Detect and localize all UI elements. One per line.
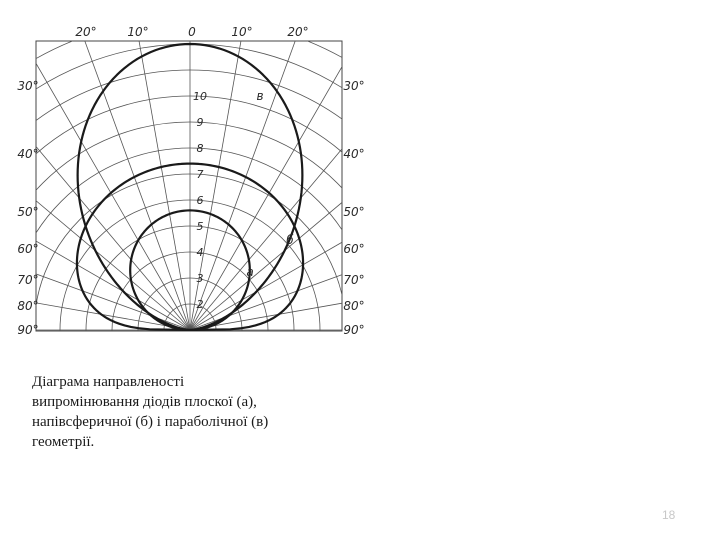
right-angle-label: 90°: [343, 323, 365, 337]
left-angle-label: 50°: [17, 205, 39, 219]
left-angle-label: 80°: [17, 299, 39, 313]
top-angle-label: 10°: [127, 25, 149, 39]
grid-spoke: [14, 18, 190, 330]
grid-spoke: [14, 125, 190, 330]
radial-scale-label: 9: [196, 116, 204, 129]
radial-scale-label: 4: [196, 246, 204, 259]
page-number: 18: [662, 508, 676, 522]
caption-line: випромінювання діодів плоскої (а),: [32, 394, 257, 410]
caption-line: Діаграма направленості: [32, 374, 185, 390]
right-angle-label: 30°: [343, 79, 365, 93]
top-angle-label: 10°: [231, 25, 253, 39]
right-angle-label: 40°: [343, 147, 365, 161]
polar-grid: [14, 18, 370, 340]
radial-scale-label: 8: [196, 142, 204, 155]
left-angle-label: 90°: [17, 323, 39, 337]
radial-scale-label: 2: [196, 298, 204, 311]
curve-label: в: [256, 89, 264, 103]
grid-spoke: [14, 18, 190, 330]
radial-scale-label: 7: [196, 168, 204, 181]
caption-line: геометрії.: [32, 434, 95, 450]
caption: [32, 372, 362, 452]
grid-spoke: [14, 18, 190, 330]
radial-scale-label: 6: [196, 194, 204, 207]
right-angle-label: 60°: [343, 242, 365, 256]
radiation-pattern-diagram: [14, 18, 370, 340]
grid-spoke: [86, 18, 190, 330]
left-angle-label: 30°: [17, 79, 39, 93]
curve-label: б: [286, 233, 294, 247]
radial-scale-label: 5: [196, 220, 204, 233]
radial-scale-label: 10: [193, 90, 207, 103]
grid-arc: [14, 44, 370, 340]
left-angle-label: 70°: [17, 273, 39, 287]
right-angle-label: 80°: [343, 299, 365, 313]
radial-scale-label: 3: [196, 272, 204, 285]
left-angle-label: 60°: [17, 242, 39, 256]
top-angle-label: 0: [188, 25, 196, 39]
grid-spoke: [14, 18, 190, 330]
grid-arc: [14, 96, 370, 340]
grid-arc: [14, 148, 370, 340]
left-angle-label: 40°: [17, 147, 39, 161]
top-angle-label: 20°: [287, 25, 309, 39]
right-angle-label: 50°: [343, 205, 365, 219]
top-angle-label: 20°: [75, 25, 97, 39]
caption-line: напівсферичної (б) і параболічної (в): [32, 414, 269, 430]
grid-spoke: [190, 18, 294, 330]
curve-label: а: [246, 265, 254, 279]
right-angle-label: 70°: [343, 273, 365, 287]
